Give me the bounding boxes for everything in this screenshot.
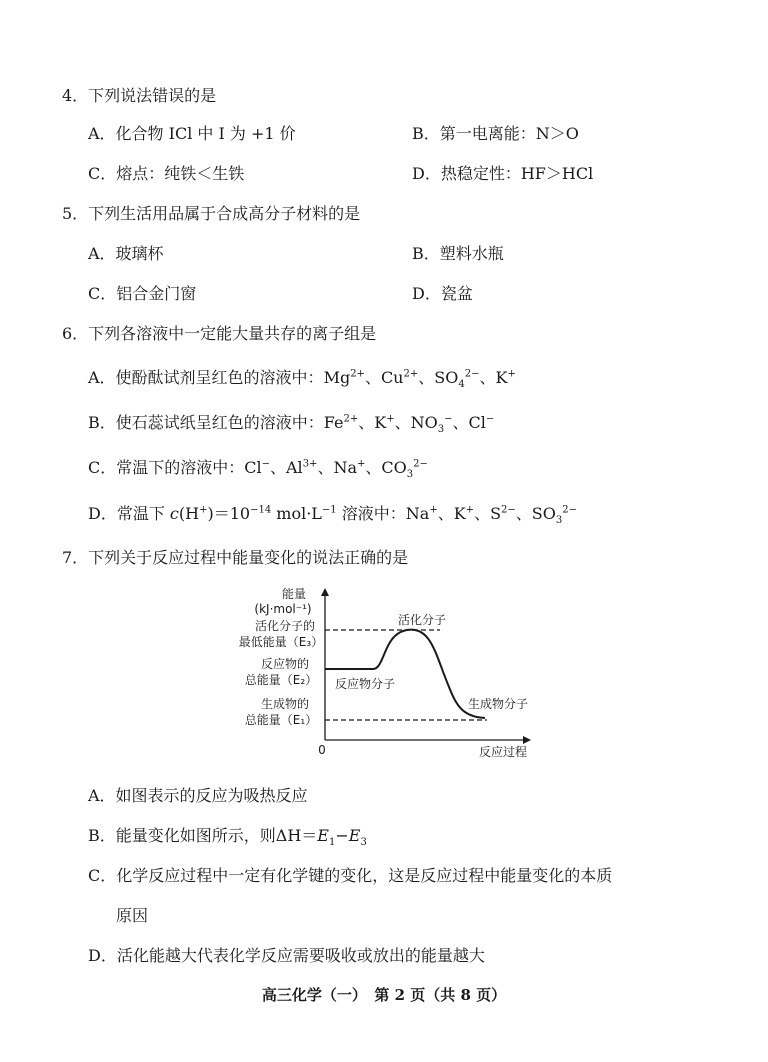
- q7-option-c-line2: 原因: [116, 906, 149, 925]
- q5-option-d: D．瓷盆: [412, 284, 473, 303]
- q6-option-a: A．使酚酞试剂呈红色的溶液中：$Mg^{2+}$、$Cu^{2+}$、$SO_4^{2-}$、K+: [88, 368, 516, 391]
- x-axis-arrow: [523, 736, 531, 744]
- q7-stem: 7．下列关于反应过程中能量变化的说法正确的是: [62, 548, 409, 567]
- e1-label-1: 生成物的: [260, 697, 310, 711]
- q4-option-c: C．熔点：纯铁＜生铁: [88, 164, 245, 183]
- y-axis-title-1: 能量: [281, 587, 307, 601]
- product-label: 生成物分子: [467, 697, 529, 711]
- origin-label: 0: [318, 743, 326, 757]
- q4-option-b: B．第一电离能：N＞O: [412, 124, 579, 143]
- q5-option-a: A．玻璃杯: [88, 244, 164, 263]
- q7-option-a: A．如图表示的反应为吸热反应: [88, 786, 308, 805]
- q5-option-b: B．塑料水瓶: [412, 244, 504, 263]
- e2-label-1: 反应物的: [260, 657, 310, 671]
- page-footer: 高三化学（一） 第 2 页（共 8 页）: [261, 986, 507, 1004]
- energy-curve: [325, 630, 485, 718]
- q7-option-b: B．能量变化如图所示，则$\Delta H=E_1-E_3$: [88, 826, 367, 849]
- y-axis-title-2: (kJ·mol⁻¹): [254, 602, 312, 616]
- x-axis-title: 反应过程: [478, 745, 528, 759]
- y-axis-arrow: [321, 588, 329, 596]
- q6-option-b: B．使石蕊试纸呈红色的溶液中：$Fe^{2+}$、K+、$NO_3^-$、Cl−: [88, 413, 495, 436]
- q6-option-d: D．常温下 $c(H^+)=10^{-14}$ $mol\cdot L^{-1}$ 溶液中：Na+、K+、$S^{2-}$、$SO_3^{2-}$: [88, 504, 577, 527]
- peak-label: 活化分子: [397, 613, 447, 627]
- q7-option-c-line1: C．化学反应过程中一定有化学键的变化，这是反应过程中能量变化的本质: [88, 866, 613, 885]
- q4-option-a: A．化合物 ICl 中 I 为 +1 价: [88, 124, 296, 143]
- q6-stem: 6．下列各溶液中一定能大量共存的离子组是: [62, 324, 377, 343]
- q6-option-c: C．常温下的溶液中：Cl−、$Al^{3+}$、Na+、$CO_3^{2-}$: [88, 458, 428, 481]
- q4-stem: 4．下列说法错误的是: [62, 86, 217, 105]
- e3-label-1: 活化分子的: [254, 619, 316, 633]
- q5-option-c: C．铝合金门窗: [88, 284, 197, 303]
- q7-option-d: D．活化能越大代表化学反应需要吸收或放出的能量越大: [88, 946, 485, 965]
- e1-label-2: 总能量（E₁）: [244, 713, 318, 727]
- energy-diagram: [225, 582, 545, 767]
- e3-label-2: 最低能量（E₃）: [238, 635, 324, 649]
- q4-option-d: D．热稳定性：HF＞HCl: [412, 164, 594, 183]
- q5-stem: 5．下列生活用品属于合成高分子材料的是: [62, 204, 361, 223]
- reactant-label: 反应物分子: [334, 677, 396, 691]
- e2-label-2: 总能量（E₂）: [244, 673, 318, 687]
